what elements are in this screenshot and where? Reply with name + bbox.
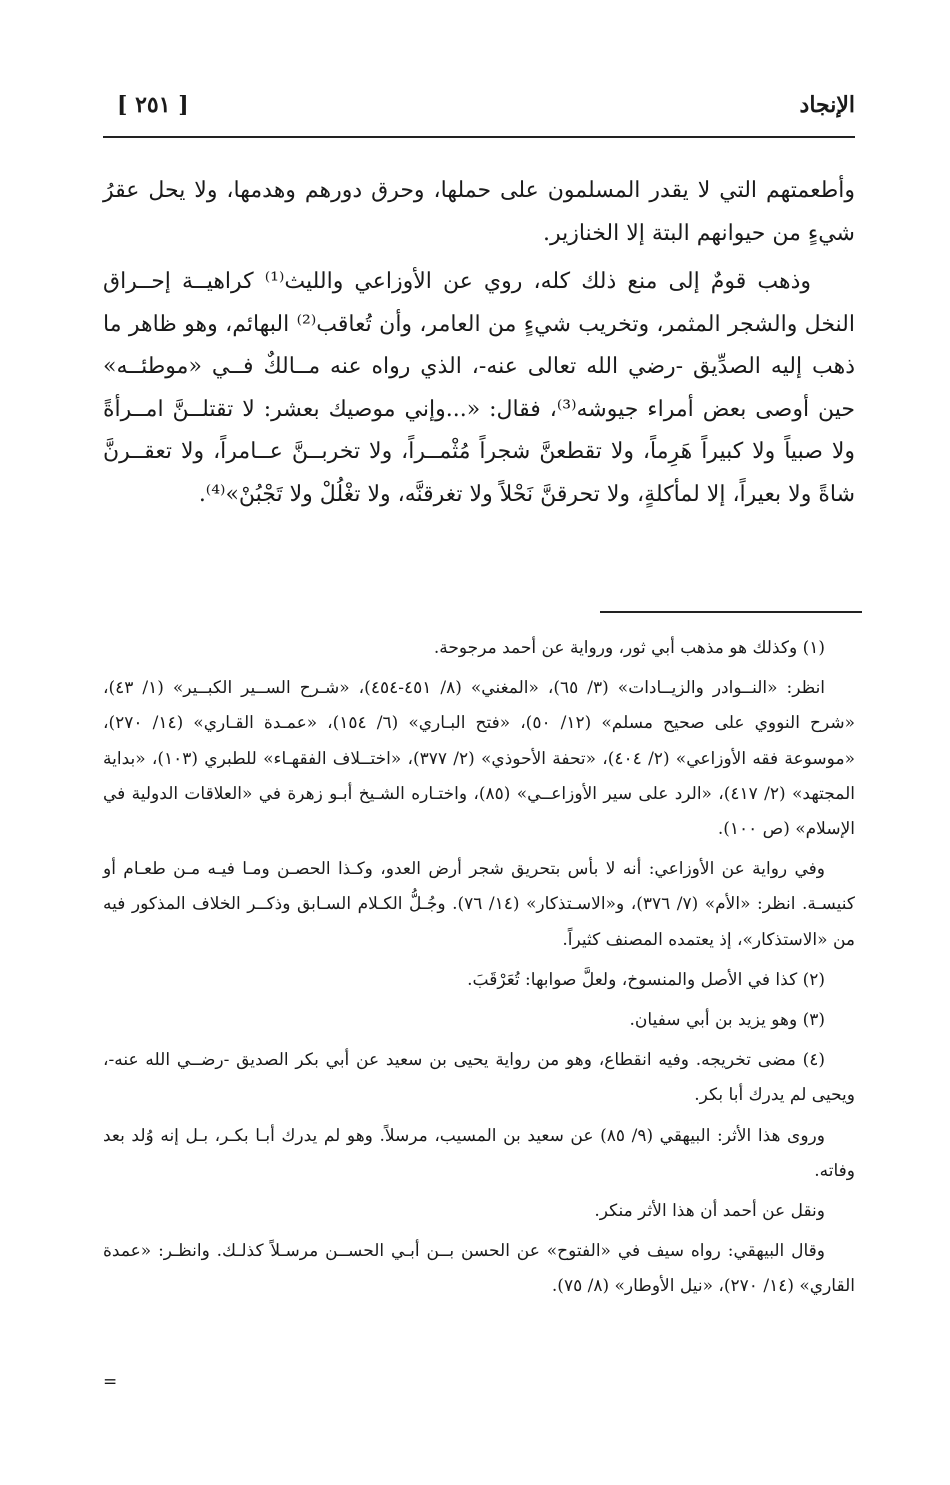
footnote-1: (١) وكذلك هو مذهب أبي ثور، ورواية عن أحمد مرجوحة. <box>433 638 825 658</box>
footnotes <box>103 631 855 1305</box>
footnote-1-awzai: وفي رواية عن الأوزاعي: أنه لا بأس بتحريق شجر أرض العدو، وكـذا الحصـن ومـا فيـه مـن طعـام أو كنيسـة. انظر: «الأم» (٧/ ٣٧٦)، و«الاسـتذكار» (١٤/ ٧٦). وجُـلُّ الكـلام السـابق وذكــر الخلاف المذكور فيه من «الاستذكار»، إذ يعتمده المصنف كثيراً. <box>103 859 855 950</box>
paragraph-2: وذهب قومٌ إلى منع ذلك كله، روي عن الأوزاعي والليث⁽¹⁾ كراهيــة إحــراق النخل والشجر المثمر، وتخريب شيءٍ من العامر، وأن تُعاقب⁽²⁾ البهائم، وهو ظاهر ما ذهب إليه الصدِّيق -رضي الله تعالى عنه-، الذي رواه عنه مــالكٌ فــي «موطئــه» حين أوصى بعض أمراء جيوشه⁽³⁾، فقال: «...وإني موصيك بعشر: لا تقتلــنَّ امــرأةً ولا صبياً ولا كبيراً هَرِماً، ولا تقطعنَّ شجراً مُثْمــراً، ولا تخربــنَّ عــامراً، ولا تعقــرنَّ شاةً ولا بعيراً، إلا لمأكلةٍ، ولا تحرقنَّ نَحْلاً ولا تغرقنَّه، ولا تغْلُلْ ولا تَجْبُنْ»⁽⁴⁾. <box>103 269 855 507</box>
footnote-divider <box>600 611 862 613</box>
footnote-1-references: انظر: «النــوادر والزيــادات» (٣/ ٦٥)، «المغني» (٨/ ٤٥١-٤٥٤)، «شـرح الســير الكبــير» (١/ ٤٣)، «شرح النووي على صحيح مسلم» (١٢/ ٥٠)، «فتح البـاري» (٦/ ١٥٤)، «عمـدة القـاري» (١٤/ ٢٧٠)، «موسوعة فقه الأوزاعي» (٢/ ٤٠٤)، «تحفة الأحوذي» (٢/ ٣٧٧)، «اختــلاف الفقهـاء» للطبري (١٠٣)، «بداية المجتهد» (٢/ ٤١٧)، «الرد على سير الأوزاعــي» (٨٥)، واختـاره الشـيخ أبـو زهرة في «العلاقات الدولية في الإسلام» (ص ١٠٠). <box>103 678 855 840</box>
page-number: [ ٢٥١ ] <box>117 92 189 118</box>
paragraph-1: وأطعمتهم التي لا يقدر المسلمون على حملها، وحرق دورهم وهدمها، ولا يحل عقرُ شيءٍ من حيوانهم البتة إلا الخنازير. <box>103 178 855 246</box>
footnote-4-bayhaqi: وروى هذا الأثر: البيهقي (٩/ ٨٥) عن سعيد بن المسيب، مرسلاً. وهو لم يدرك أبـا بكـر، بـل إنه وُلد بعد وفاته. <box>103 1125 855 1181</box>
continuation-mark: = <box>103 1372 118 1392</box>
footnote-3: (٣) وهو يزيد بن أبي سفيان. <box>629 1010 825 1031</box>
running-header-title: الإنجاد <box>799 92 855 118</box>
footnote-2: (٢) كذا في الأصل والمنسوخ، ولعلَّ صوابها: تُعَرْقَبَ. <box>467 969 825 990</box>
footnote-4-ahmad: ونقل عن أحمد أن هذا الأثر منكر. <box>594 1201 825 1222</box>
footnote-4-sayf: وقال البيهقي: رواه سيف في «الفتوح» عن الحسن بــن أبـي الحســن مرسـلاً كذلـك. وانظـر: «عمدة القاري» (١٤/ ٢٧٠)، «نيل الأوطار» (٨/ ٧٥). <box>103 1241 855 1297</box>
header-divider <box>103 136 855 138</box>
footnote-4: (٤) مضى تخريجه. وفيه انقطاع، وهو من رواية يحيى بن سعيد عن أبي بكر الصديق -رضــي الله عنه-، ويحيى لم يدرك أبا بكر. <box>103 1050 855 1106</box>
main-text <box>103 170 855 516</box>
